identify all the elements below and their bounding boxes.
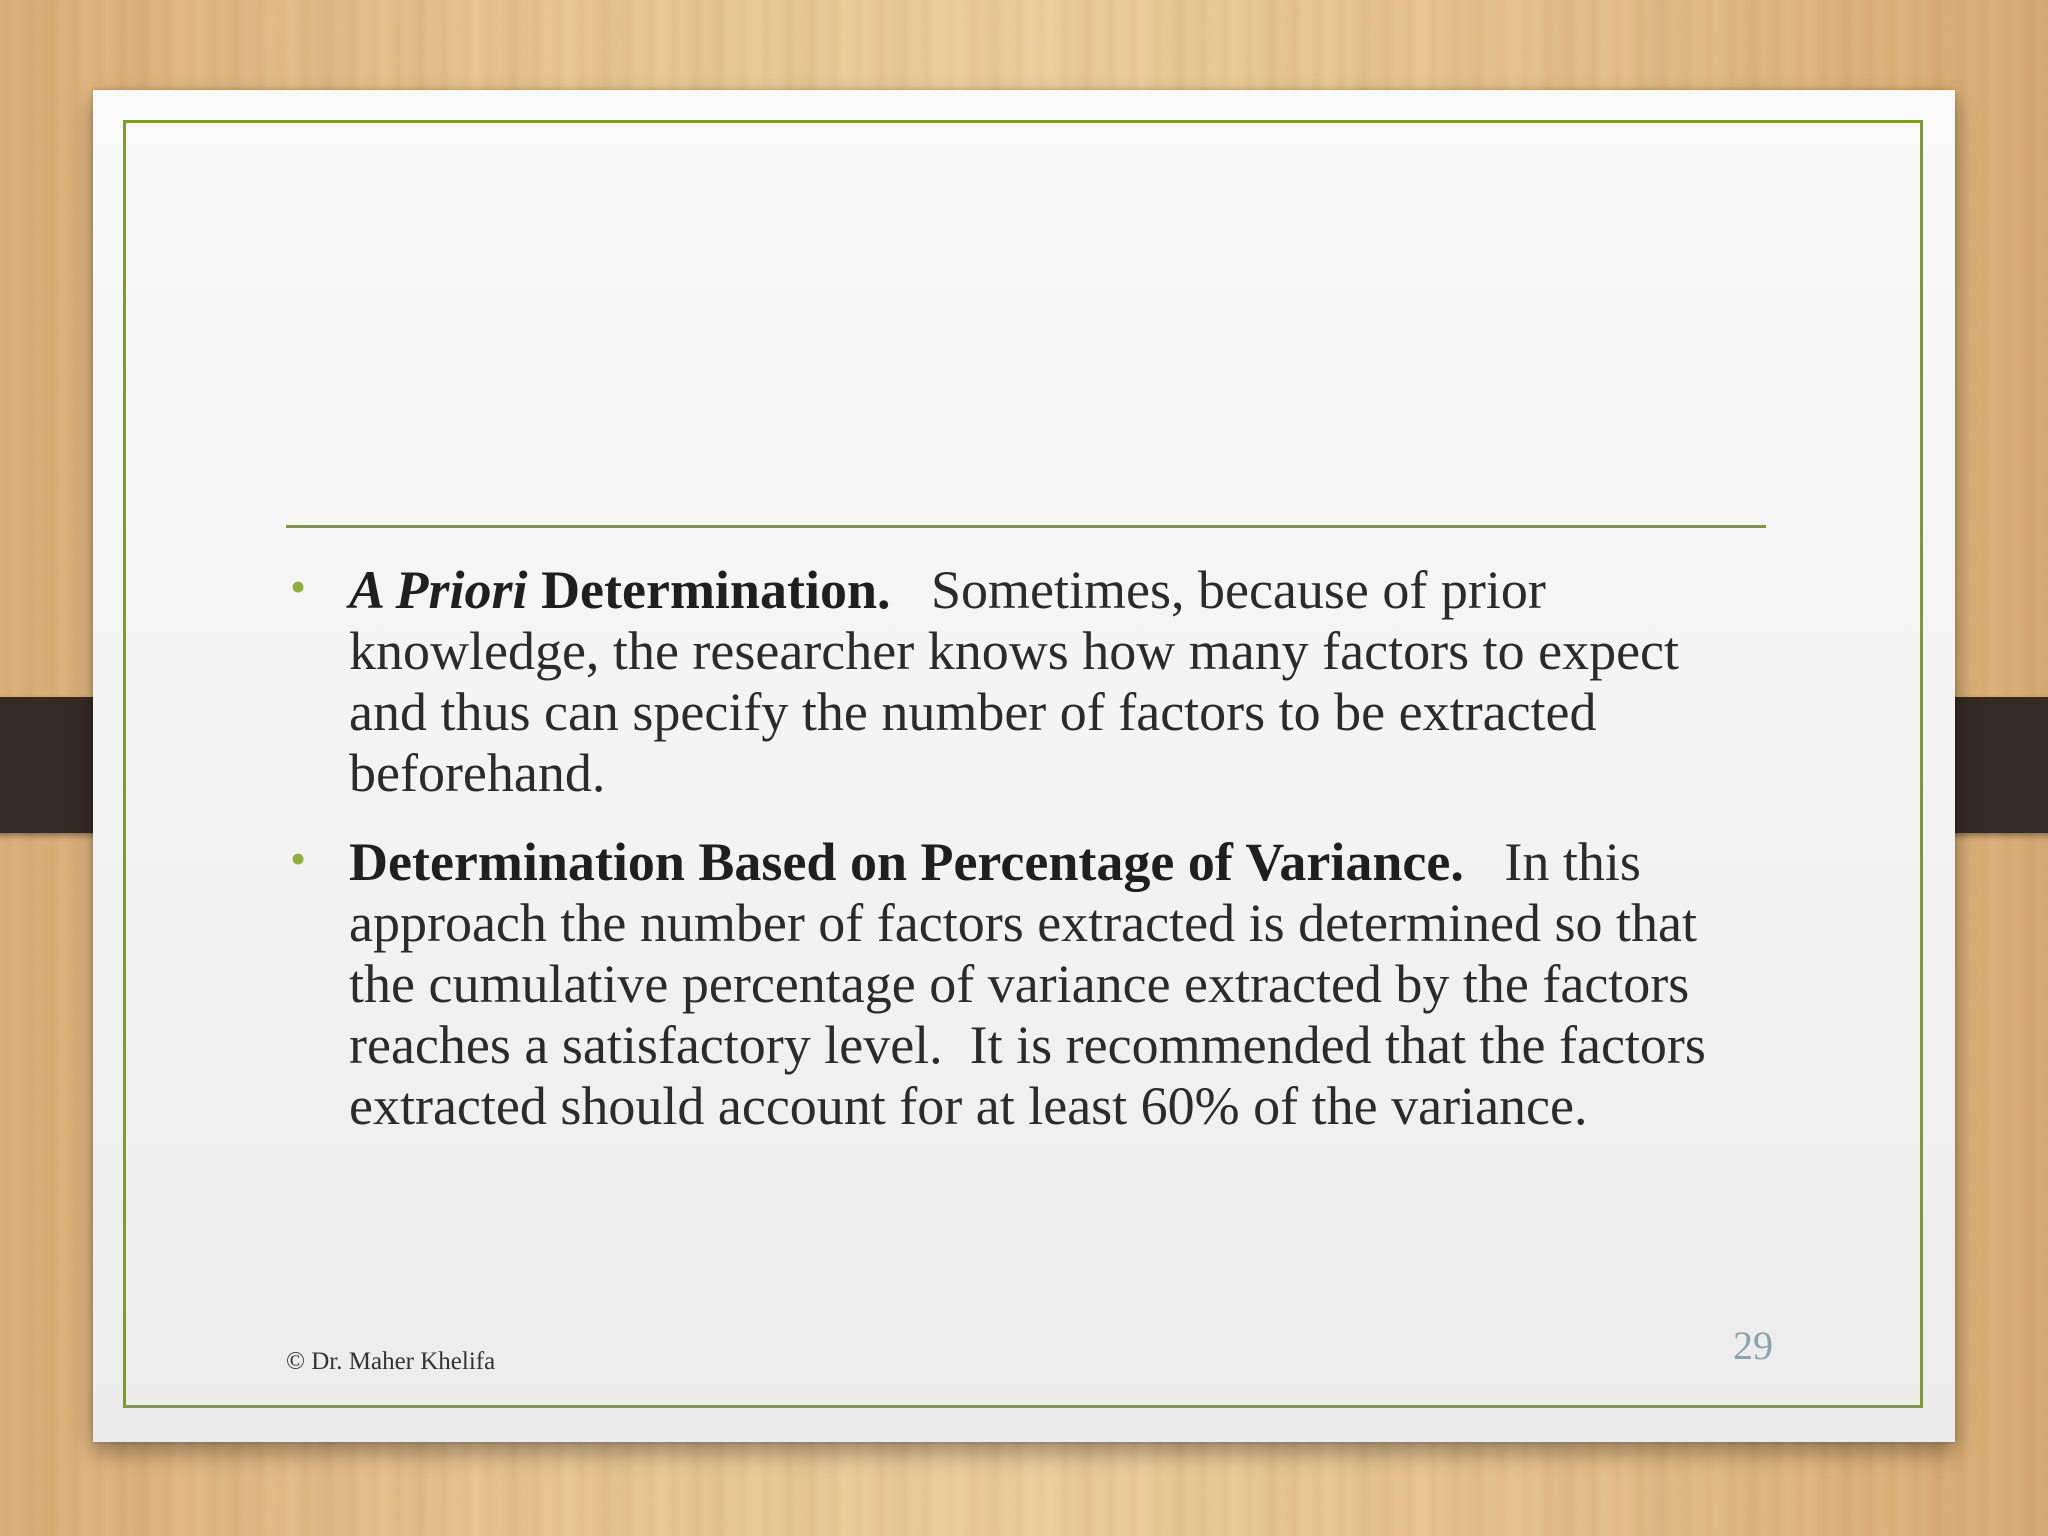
bullet-lead — [349, 832, 1464, 892]
bullet-text: Sometimes, because of prior knowledge, the researcher knows how many factors to expect and thus can specify the number of factors to be extracted beforehand. — [349, 560, 1693, 803]
bullet-lead — [349, 560, 890, 620]
bullet-lead-bold: Determination Based on Percentage of Variance. — [349, 832, 1464, 892]
title-divider — [286, 525, 1766, 528]
slide-content — [286, 560, 1766, 1137]
bullet-item — [286, 560, 1766, 804]
page-number: 29 — [1733, 1323, 1773, 1368]
bullet-dot-icon: • — [290, 561, 307, 612]
slide — [93, 90, 1955, 1442]
bullet-lead-italic: A Priori — [349, 560, 528, 620]
bullet-text: In this approach the number of factors extracted is determined so that the cumulative percentage of variance extracted by the factors reaches a satisfactory level. It is recommended that the factors extracted should account for at least 60% of the variance. — [349, 832, 1720, 1136]
bullet-lead-bold: Determination. — [527, 560, 891, 620]
bullet-item — [286, 832, 1766, 1137]
footer-copyright: © Dr. Maher Khelifa — [286, 1348, 496, 1375]
bullet-dot-icon: • — [290, 833, 307, 884]
